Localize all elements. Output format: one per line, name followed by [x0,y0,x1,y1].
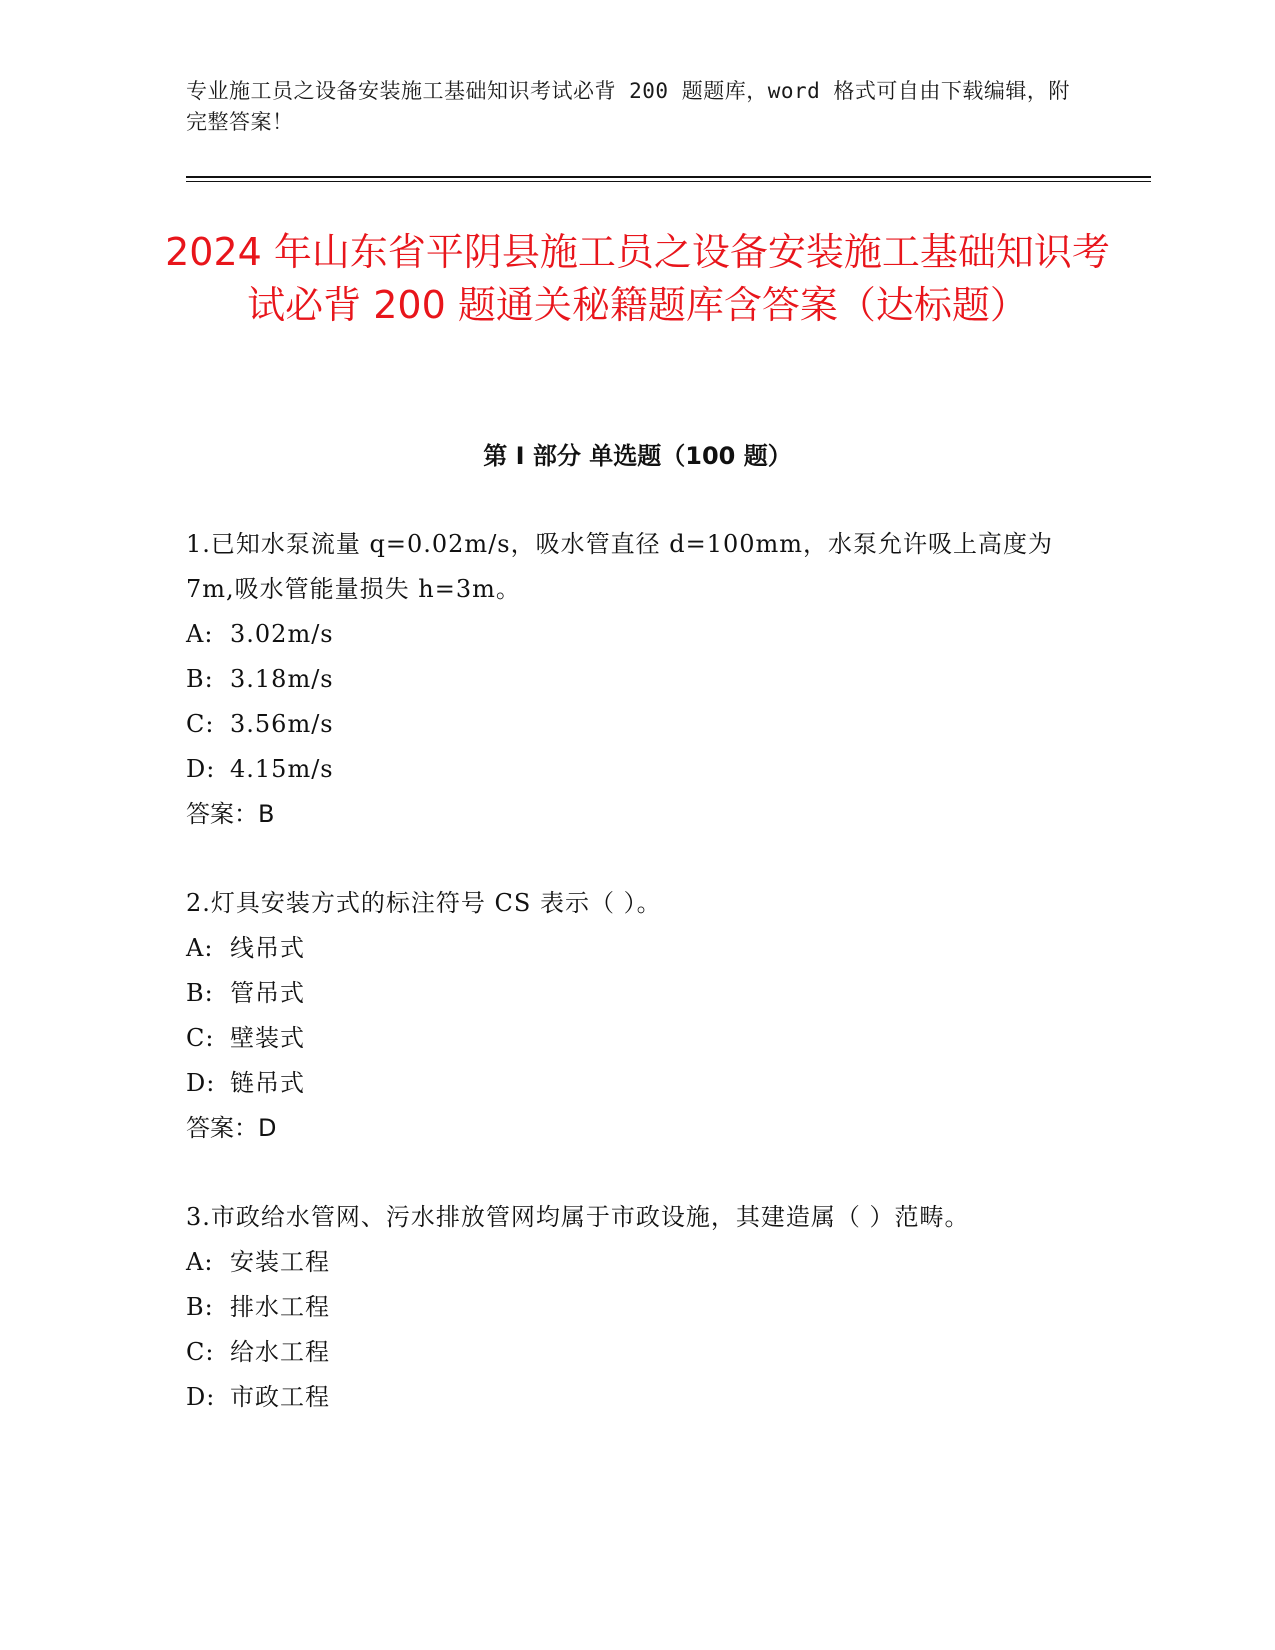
question-1 [186,522,1076,837]
document-title: 2024 年山东省平阴县施工员之设备安装施工基础知识考试必背 200 题通关秘籍题库含答案（达标题） [165,230,1110,327]
option-text: 链吊式 [230,1069,305,1097]
option-letter: D: [186,755,216,783]
option-text: 3.18m/s [230,665,334,693]
option-text: 安装工程 [230,1248,330,1276]
option-c [186,1016,1076,1061]
question-2 [186,881,1076,1151]
option-text: 4.15m/s [230,755,334,783]
option-a [186,1240,1076,1285]
answer-line: 答案：D [186,1114,277,1142]
option-a [186,926,1076,971]
option-letter: C: [186,1338,215,1366]
section-heading: 第 I 部分 单选题（100 题） [483,442,792,470]
option-d [186,1375,1076,1420]
option-text: 管吊式 [230,979,305,1007]
question-3 [186,1195,1076,1420]
option-b [186,1285,1076,1330]
question-text: 1.已知水泵流量 q=0.02m/s，吸水管直径 d=100mm，水泵允许吸上高度为 7m,吸水管能量损失 h=3m。 [186,530,1054,603]
option-letter: A: [186,1248,214,1276]
question-text: 2.灯具安装方式的标注符号 CS 表示（ ）。 [186,889,662,917]
option-b [186,971,1076,1016]
option-d [186,747,1076,792]
option-letter: B: [186,979,214,1007]
option-c [186,1330,1076,1375]
option-letter: B: [186,1293,214,1321]
option-text: 3.56m/s [230,710,334,738]
option-text: 线吊式 [230,934,305,962]
option-letter: D: [186,1069,216,1097]
option-d [186,1061,1076,1106]
option-text: 给水工程 [230,1338,330,1366]
option-text: 市政工程 [230,1383,330,1411]
option-c [186,702,1076,747]
option-letter: A: [186,620,214,648]
header-rule-thin [186,181,1151,182]
option-text: 3.02m/s [230,620,334,648]
question-list [186,522,1076,1464]
option-text: 排水工程 [230,1293,330,1321]
header-rule-thick [186,176,1151,178]
option-letter: C: [186,710,215,738]
option-a [186,612,1076,657]
option-letter: B: [186,665,214,693]
option-letter: D: [186,1383,216,1411]
option-text: 壁装式 [230,1024,305,1052]
header-note: 专业施工员之设备安装施工基础知识考试必背 200 题题库，word 格式可自由下载编辑，附完整答案！ [186,79,1070,134]
option-letter: A: [186,934,214,962]
question-text: 3.市政给水管网、污水排放管网均属于市政设施，其建造属（ ）范畴。 [186,1203,970,1231]
answer-line: 答案：B [186,800,275,828]
option-b [186,657,1076,702]
option-letter: C: [186,1024,215,1052]
